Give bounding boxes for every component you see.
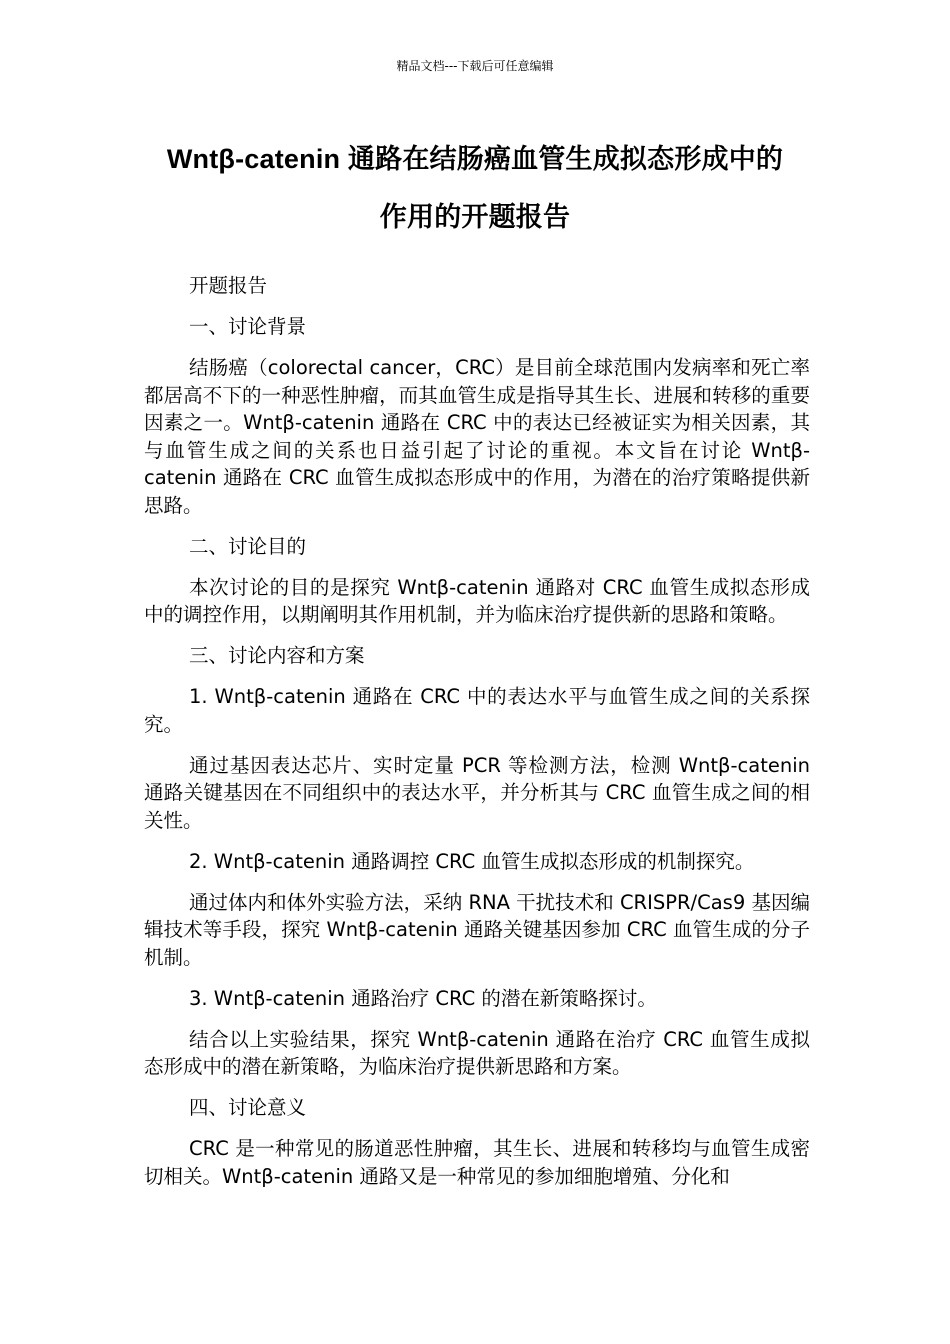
paragraph-item-1: 通过基因表达芯片、实时定量 PCR 等检测方法，检测 Wntβ-catenin 通路关键基因在不同组织中的表达水平，并分析其与 CRC 血管生成之间的相关性。 [144,753,810,832]
paragraph-purpose: 本次讨论的目的是探究 Wntβ-catenin 通路对 CRC 血管生成拟态形成中的调控作用，以期阐明其作用机制，并为临床治疗提供新的思路和策略。 [144,575,810,626]
section-label: 开题报告 [189,274,268,297]
list-item-1: 1. Wntβ-catenin 通路在 CRC 中的表达水平与血管生成之间的关系探究。 [144,685,810,736]
document-title-line-2: 作用的开题报告 [379,202,571,232]
paragraph-significance: CRC 是一种常见的肠道恶性肿瘤，其生长、进展和转移均与血管生成密切相关。Wntβ-catenin 通路又是一种常见的参加细胞增殖、分化和 [144,1137,810,1188]
paragraph-background: 结肠癌（colorectal cancer，CRC）是目前全球范围内发病率和死亡率都居高不下的一种恶性肿瘤，而其血管生成是指导其生长、进展和转移的重要因素之一。Wntβ-catenin 通路在 CRC 中的表达已经被证实为相关因素，其与血管生成之间的关系也日益引起了讨论的重视。本文旨在讨论 Wntβ-catenin 通路在 CRC 血管生成拟态形成中的作用，为潜在的治疗策略提供新思路。 [144,356,810,517]
document-title-line-1: Wntβ-catenin 通路在结肠癌血管生成拟态形成中的 [166,144,784,174]
list-item-2: 2. Wntβ-catenin 通路调控 CRC 血管生成拟态形成的机制探究。 [189,849,755,873]
paragraph-item-3: 结合以上实验结果，探究 Wntβ-catenin 通路在治疗 CRC 血管生成拟态形成中的潜在新策略，为临床治疗提供新思路和方案。 [144,1027,810,1078]
section-heading-significance: 四、讨论意义 [189,1096,307,1119]
document-title [145,130,805,246]
document-body [144,272,810,1204]
page-header: 精品文档---下载后可任意编辑 [396,59,554,73]
section-heading-background: 一、讨论背景 [189,315,307,338]
paragraph-item-2: 通过体内和体外实验方法，采纳 RNA 干扰技术和 CRISPR/Cas9 基因编辑技术等手段，探究 Wntβ-catenin 通路关键基因参加 CRC 血管生成的分子机制。 [144,890,810,969]
list-item-3: 3. Wntβ-catenin 通路治疗 CRC 的潜在新策略探讨。 [189,986,657,1010]
section-heading-purpose: 二、讨论目的 [189,534,307,558]
section-heading-content: 三、讨论内容和方案 [189,644,365,667]
